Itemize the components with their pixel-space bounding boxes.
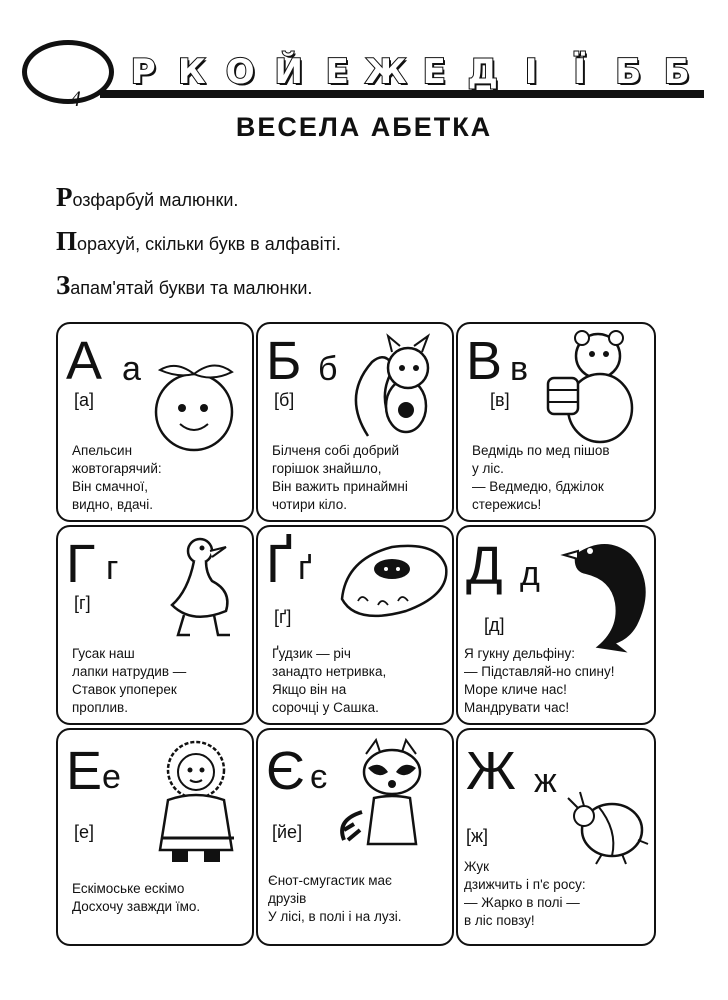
banner-letter: Ї — [573, 52, 587, 92]
beetle-icon — [562, 788, 650, 868]
letter-card-ye — [256, 728, 454, 946]
letter-sound: [ґ] — [274, 607, 292, 627]
rhyme-text: Апельсин жовтогарячий: Він смачної, видно, вдачі. — [72, 443, 162, 512]
instruction-text: апам'ятай букви та малюнки. — [70, 278, 313, 298]
instruction-3 — [56, 270, 312, 301]
letter-uppercase: Б — [266, 331, 302, 391]
letter-lowercase: г — [106, 549, 119, 587]
letter-sound: [д] — [484, 615, 505, 635]
letter-sound: [б] — [274, 390, 295, 410]
letter-sound: [г] — [74, 593, 91, 613]
banner-letter: Е — [325, 52, 349, 92]
letter-uppercase: Д — [466, 536, 503, 596]
instruction-1 — [56, 182, 238, 213]
rhyme-text: Ґудзик — річ занадто нетривка, Якщо він на сорочці у Сашка. — [272, 646, 387, 715]
letter-lowercase: б — [318, 350, 338, 388]
letter-card-h — [56, 525, 254, 725]
page-title: ВЕСЕЛА АБЕТКА — [235, 112, 493, 142]
banner-letter: Д — [467, 52, 498, 92]
banner-alphabet — [120, 50, 700, 96]
letter-lowercase: д — [520, 555, 540, 593]
banner-letter: Е — [422, 52, 446, 92]
letter-lowercase: є — [310, 758, 328, 796]
banner-letter: О — [225, 52, 255, 92]
letter-card-g — [256, 525, 454, 725]
letter-card-e — [56, 728, 254, 946]
rhyme-text: Ведмідь по мед пішов у ліс. — Ведмедю, бджілок стережись! — [472, 443, 610, 512]
letter-sound: [а] — [74, 390, 95, 410]
rhyme-text: Єнот-смугастик має друзів У лісі, в полі і на лузі. — [268, 873, 402, 924]
banner-letter: І — [524, 52, 538, 92]
letter-uppercase: А — [66, 331, 103, 391]
page-number: 4 — [70, 86, 81, 111]
rhyme-text: Жук дзижчить і п'є росу: — Жарко в полі — в ліс повзу! — [464, 859, 586, 928]
letter-uppercase: Ґ — [266, 534, 293, 594]
letter-lowercase: в — [510, 350, 529, 388]
letter-card-b — [256, 322, 454, 522]
goose-icon — [154, 533, 250, 641]
rhyme-text: Гусак наш лапки натрудив — Ставок упоперек проплив. — [72, 646, 187, 715]
letter-card-zh — [456, 728, 656, 946]
banner-letter: Ж — [364, 52, 407, 92]
letter-card-v — [456, 322, 656, 522]
instruction-initial: П — [56, 226, 78, 256]
instruction-initial: З — [56, 270, 71, 300]
letter-lowercase: ґ — [298, 549, 312, 587]
squirrel-icon — [346, 332, 448, 444]
letter-sound: [е] — [74, 822, 95, 842]
eskimo-icon — [148, 738, 248, 866]
bear-icon — [538, 328, 652, 444]
letter-sound: [в] — [490, 390, 510, 410]
letter-uppercase: Ж — [466, 741, 516, 801]
dolphin-icon — [556, 533, 652, 653]
letter-uppercase: Е — [66, 741, 103, 801]
letter-sound: [ж] — [466, 826, 489, 846]
page-header — [20, 28, 710, 111]
letter-lowercase: е — [102, 758, 121, 796]
rhyme-text: Білченя собі добрий горішок знайшло, Він важить принаймні чотири кіло. — [272, 443, 408, 512]
letter-uppercase: В — [466, 331, 503, 391]
instruction-initial: Р — [56, 182, 73, 212]
letter-lowercase: а — [122, 350, 141, 388]
banner-letter: Р — [130, 52, 156, 92]
letter-card-d — [456, 525, 656, 725]
rhyme-text: Я гукну дельфіну: — Підставляй-но спину! Море кличе нас! Мандрувати час! — [464, 646, 615, 715]
rhyme-text: Ескімоське ескімо Досхочу завжди їмо. — [72, 881, 201, 914]
instruction-text: орахуй, скільки букв в алфавіті. — [77, 234, 341, 254]
banner-letter: К — [177, 52, 206, 92]
letter-card-a — [56, 322, 254, 522]
instruction-2 — [56, 226, 341, 257]
letter-uppercase: Є — [266, 741, 305, 801]
orange-icon — [142, 354, 248, 454]
banner-letter: Б — [615, 52, 642, 92]
instruction-text: озфарбуй малюнки. — [72, 190, 239, 210]
alphabet-grid — [56, 322, 656, 952]
letter-sound: [йе] — [272, 822, 303, 842]
banner-letter: Б — [663, 52, 690, 92]
raccoon-icon — [336, 736, 446, 860]
banner-letter: Й — [274, 52, 303, 92]
letter-uppercase: Г — [66, 534, 96, 594]
button-icon — [334, 537, 450, 623]
letter-lowercase: ж — [534, 762, 557, 800]
